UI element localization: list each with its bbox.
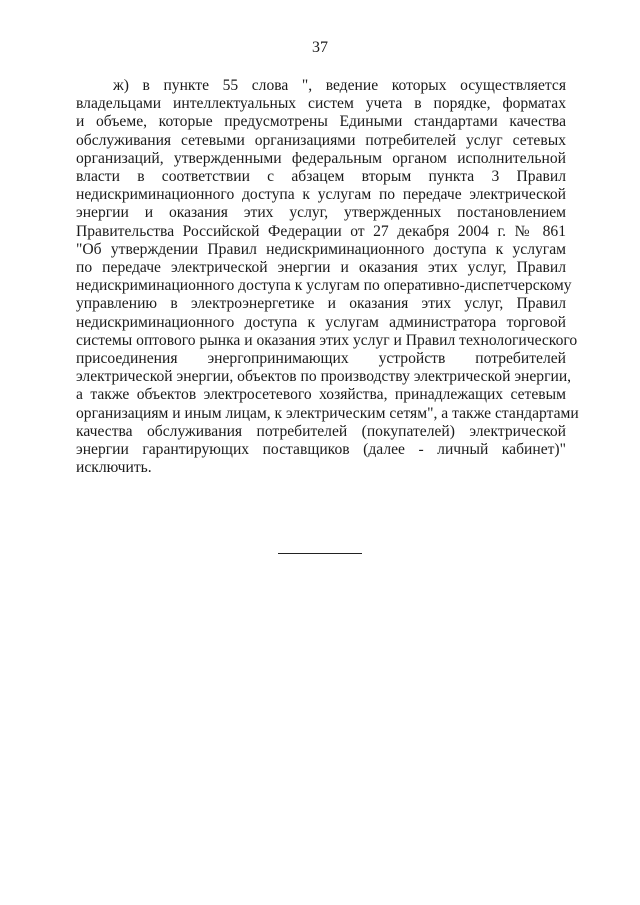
paragraph-line: недискриминационного доступа к услугам по передаче электрической [76, 186, 566, 204]
amendment-paragraph [76, 77, 579, 477]
paragraph-line: присоединения энергопринимающих устройств потребителей [76, 350, 566, 368]
paragraph-line: обслуживания сетевыми организациями потребителей услуг сетевых [76, 131, 566, 149]
paragraph-line: системы оптового рынка и оказания этих услуг и Правил технологического [76, 331, 578, 349]
paragraph-line: Правительства Российской Федерации от 27 декабря 2004 г. № 861 [76, 222, 566, 240]
paragraph-line: "Об утверждении Правил недискриминационного доступа к услугам [76, 240, 566, 258]
paragraph-line: по передаче электрической энергии и оказания этих услуг, Правил [76, 259, 566, 277]
paragraph-line: энергии и оказания этих услуг, утвержденных постановлением [76, 204, 566, 222]
paragraph-line: энергии гарантирующих поставщиков (далее - личный кабинет)" [76, 441, 566, 459]
paragraph-line: организаций, утвержденными федеральным органом исполнительной [76, 149, 566, 167]
paragraph-line: электрической энергии, объектов по производству электрической энергии, [76, 368, 572, 386]
paragraph-line: недискриминационного доступа к услугам по оперативно-диспетчерскому [76, 277, 572, 295]
paragraph-line: исключить. [76, 459, 152, 477]
paragraph-line: а также объектов электросетевого хозяйства, принадлежащих сетевым [76, 386, 566, 404]
paragraph-line: ж) в пункте 55 слова ", ведение которых осуществляется [113, 77, 566, 94]
page-number: 37 [312, 39, 328, 56]
closing-separator-line [278, 553, 362, 554]
paragraph-line: власти в соответствии с абзацем вторым пункта 3 Правил [76, 168, 566, 186]
paragraph-line: управлению в электроэнергетике и оказания этих услуг, Правил [76, 295, 566, 313]
paragraph-line: организациям и иным лицам, к электрическим сетям", а также стандартами [76, 404, 579, 422]
paragraph-line: недискриминационного доступа к услугам администратора торговой [76, 313, 566, 331]
paragraph-line: владельцами интеллектуальных систем учета в порядке, форматах [76, 95, 566, 113]
paragraph-line: и объеме, которые предусмотрены Едиными стандартами качества [76, 113, 566, 131]
paragraph-line: качества обслуживания потребителей (покупателей) электрической [76, 422, 566, 440]
